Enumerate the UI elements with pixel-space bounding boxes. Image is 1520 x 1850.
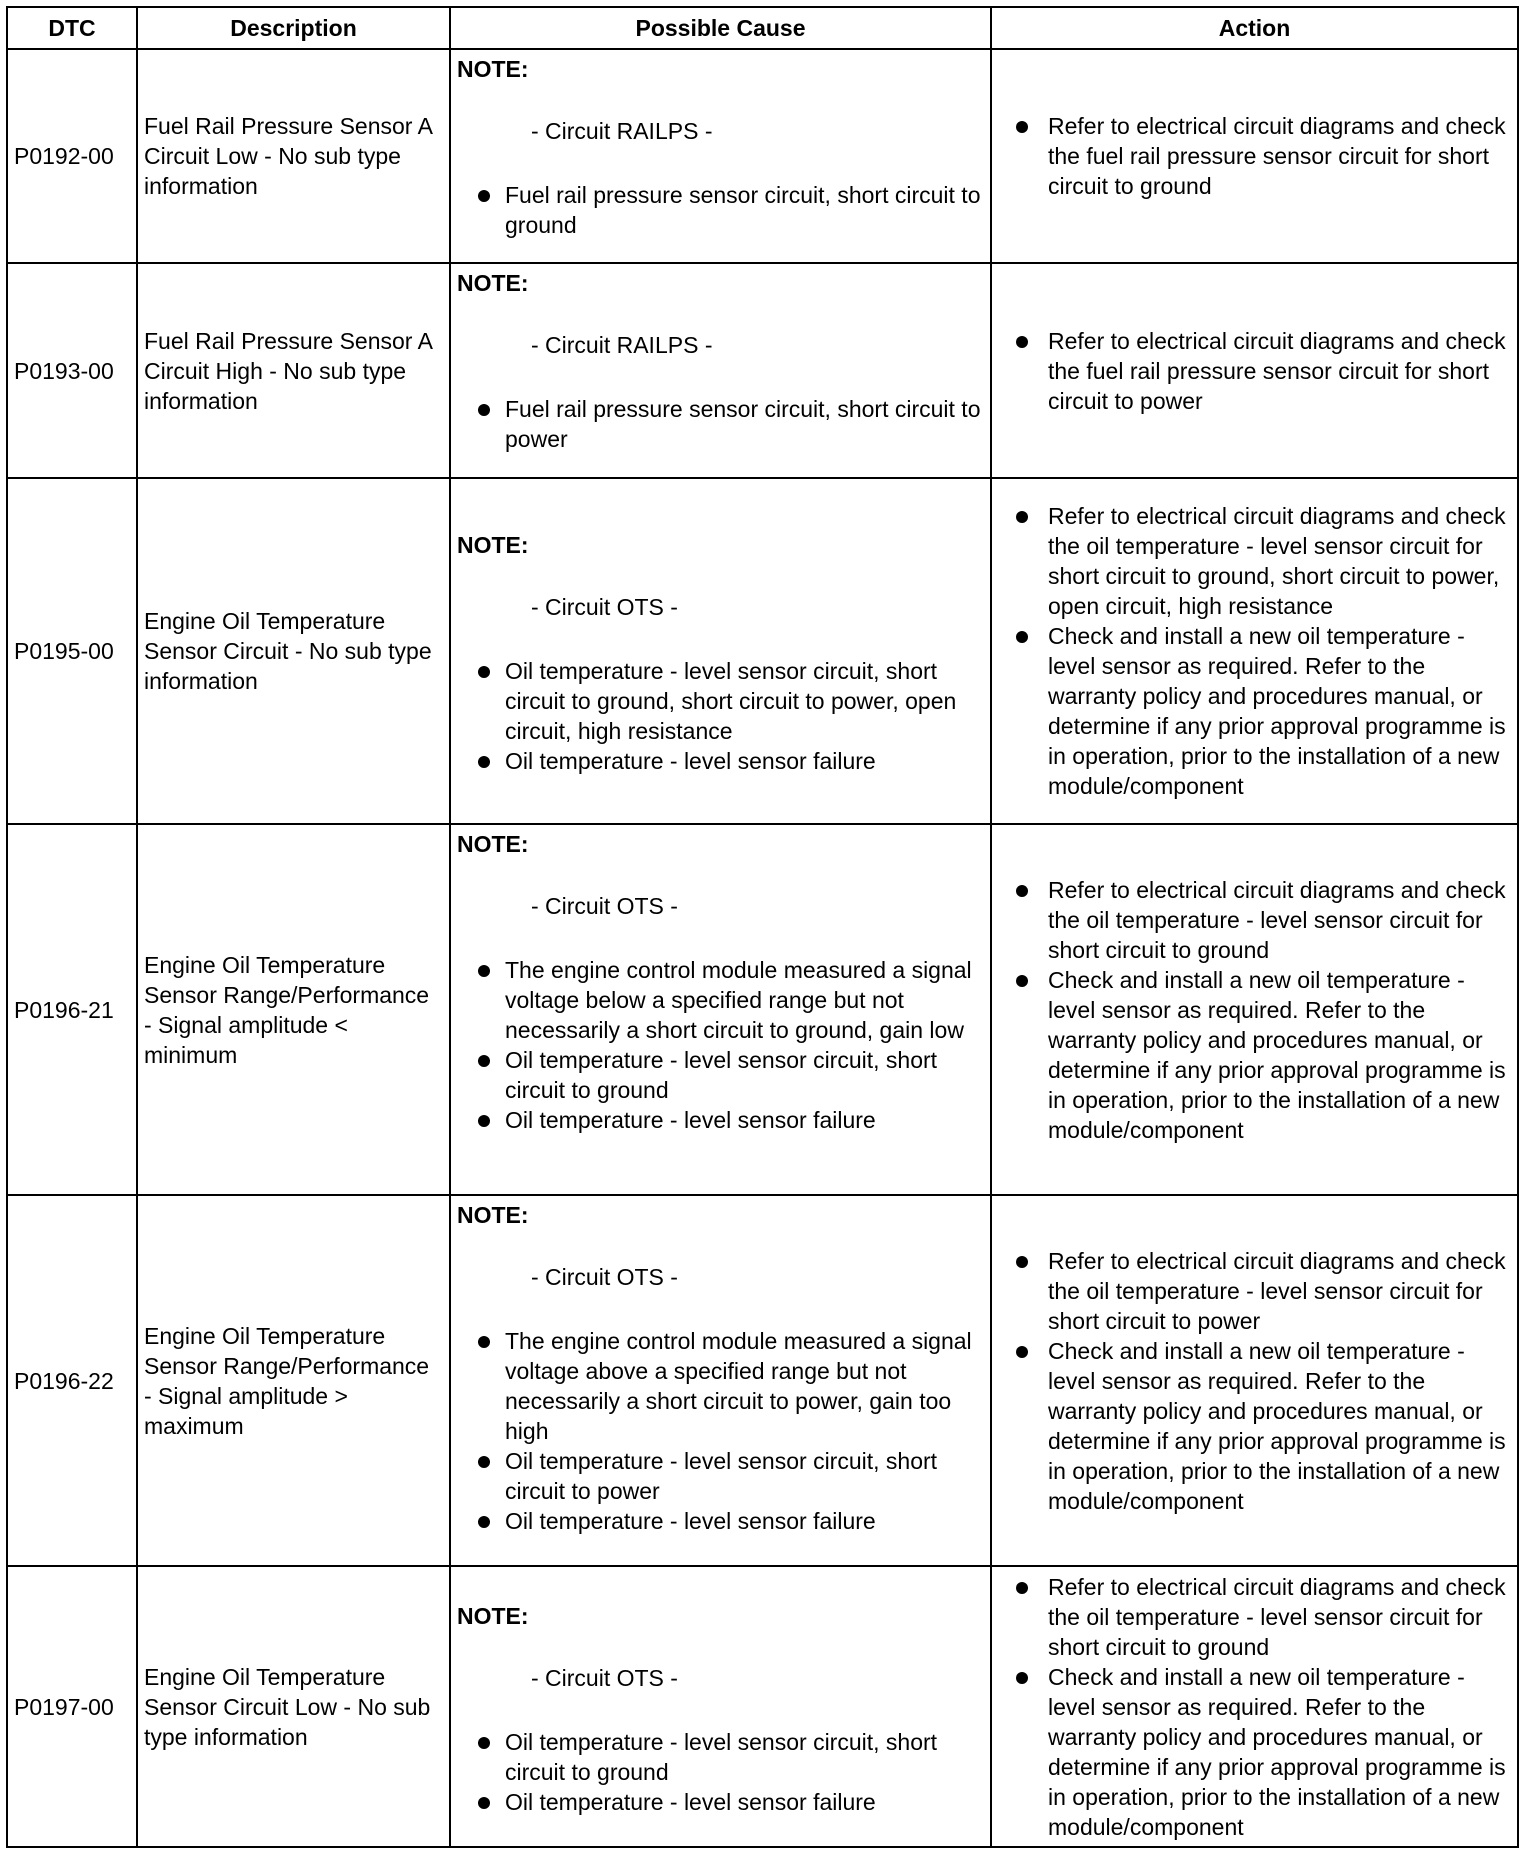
- bullet-icon: [478, 1516, 490, 1528]
- list-item: [457, 180, 982, 240]
- cause-text: Oil temperature - level sensor circuit, short circuit to power: [505, 1448, 938, 1504]
- action-list: [1012, 1246, 1509, 1516]
- circuit-label: - Circuit RAILPS -: [531, 118, 713, 144]
- action-cell: [991, 1566, 1518, 1847]
- table-row: [7, 478, 1518, 824]
- table-row: [7, 1566, 1518, 1847]
- possible-cause-cell: [450, 1566, 991, 1847]
- bullet-icon: [478, 1737, 490, 1749]
- list-item: [457, 1506, 982, 1536]
- note-label: NOTE:: [457, 1202, 529, 1228]
- list-item: [1012, 1662, 1509, 1842]
- action-text: Refer to electrical circuit diagrams and check the oil temperature - level sensor circuit for short circuit to power: [1048, 1247, 1506, 1334]
- dtc-description: Engine Oil Temperature Sensor Circuit - No sub type information: [137, 478, 450, 824]
- dtc-code: P0195-00: [7, 478, 137, 824]
- list-item: [1012, 501, 1509, 621]
- bullet-icon: [1016, 1346, 1028, 1358]
- bullet-icon: [478, 404, 490, 416]
- bullet-icon: [478, 1797, 490, 1809]
- list-item: [1012, 1246, 1509, 1336]
- dtc-table: [6, 6, 1519, 1848]
- bullet-icon: [478, 1336, 490, 1348]
- list-item: [457, 746, 982, 776]
- dtc-code: P0196-22: [7, 1195, 137, 1566]
- cause-text: The engine control module measured a signal voltage below a specified range but not necessarily a short circuit to ground, gain low: [505, 957, 972, 1043]
- cause-list: [457, 656, 982, 776]
- bullet-icon: [1016, 631, 1028, 643]
- possible-cause-cell: [450, 49, 991, 263]
- list-item: [457, 1045, 982, 1105]
- action-text: Refer to electrical circuit diagrams and check the oil temperature - level sensor circuit for short circuit to ground, short circuit to power, open circuit, high resistance: [1048, 503, 1506, 619]
- action-text: Refer to electrical circuit diagrams and check the oil temperature - level sensor circuit for short circuit to ground: [1048, 1573, 1506, 1660]
- bullet-icon: [1016, 511, 1028, 523]
- action-cell: [991, 824, 1518, 1195]
- bullet-icon: [1016, 121, 1028, 133]
- list-item: [1012, 1572, 1509, 1662]
- cause-text: Oil temperature - level sensor failure: [505, 748, 876, 774]
- header-possible-cause: Possible Cause: [450, 7, 991, 49]
- bullet-icon: [478, 666, 490, 678]
- list-item: [457, 1727, 982, 1787]
- possible-cause-cell: [450, 824, 991, 1195]
- bullet-icon: [1016, 1582, 1028, 1594]
- action-cell: [991, 478, 1518, 824]
- list-item: [1012, 965, 1509, 1145]
- table-row: [7, 263, 1518, 478]
- action-cell: [991, 1195, 1518, 1566]
- circuit-label: - Circuit OTS -: [531, 893, 678, 919]
- note-label: NOTE:: [457, 831, 529, 857]
- dtc-description: Engine Oil Temperature Sensor Range/Performance - Signal amplitude < minimum: [137, 824, 450, 1195]
- bullet-icon: [1016, 885, 1028, 897]
- bullet-icon: [478, 1055, 490, 1067]
- list-item: [1012, 1336, 1509, 1516]
- bullet-icon: [1016, 336, 1028, 348]
- cause-text: The engine control module measured a signal voltage above a specified range but not necessarily a short circuit to power, gain too high: [505, 1328, 972, 1444]
- list-item: [457, 394, 982, 454]
- dtc-code: P0192-00: [7, 49, 137, 263]
- action-text: Check and install a new oil temperature - level sensor as required. Refer to the warranty policy and procedures manual, or determine if any prior approval programme is in operation, prior to the installation of a new module/component: [1048, 1663, 1506, 1840]
- note-label: NOTE:: [457, 56, 529, 82]
- bullet-icon: [478, 756, 490, 768]
- dtc-description: Fuel Rail Pressure Sensor A Circuit High - No sub type information: [137, 263, 450, 478]
- possible-cause-cell: [450, 1195, 991, 1566]
- dtc-description: Fuel Rail Pressure Sensor A Circuit Low - No sub type information: [137, 49, 450, 263]
- action-cell: [991, 263, 1518, 478]
- circuit-label: - Circuit OTS -: [531, 594, 678, 620]
- cause-text: Oil temperature - level sensor failure: [505, 1107, 876, 1133]
- possible-cause-cell: [450, 478, 991, 824]
- header-row: [7, 7, 1518, 49]
- table-row: [7, 49, 1518, 263]
- action-list: [1012, 1572, 1509, 1842]
- bullet-icon: [478, 190, 490, 202]
- cause-text: Oil temperature - level sensor circuit, short circuit to ground, short circuit to power, open circuit, high resistance: [505, 658, 957, 744]
- action-text: Refer to electrical circuit diagrams and check the fuel rail pressure sensor circuit for short circuit to ground: [1048, 113, 1506, 199]
- list-item: [457, 1787, 982, 1817]
- dtc-code: P0193-00: [7, 263, 137, 478]
- circuit-label: - Circuit OTS -: [531, 1664, 678, 1691]
- bullet-icon: [478, 1456, 490, 1468]
- cause-list: [457, 1727, 982, 1817]
- action-text: Check and install a new oil temperature - level sensor as required. Refer to the warranty policy and procedures manual, or determine if any prior approval programme is in operation, prior to the installation of a new module/component: [1048, 1337, 1506, 1514]
- header-action: Action: [991, 7, 1518, 49]
- cause-text: Fuel rail pressure sensor circuit, short circuit to ground: [505, 182, 981, 238]
- dtc-description: Engine Oil Temperature Sensor Circuit Low - No sub type information: [137, 1566, 450, 1847]
- cause-list: [457, 955, 982, 1135]
- action-list: [1012, 111, 1509, 201]
- list-item: [457, 656, 982, 746]
- action-cell: [991, 49, 1518, 263]
- bullet-icon: [1016, 1672, 1028, 1684]
- bullet-icon: [478, 1115, 490, 1127]
- list-item: [1012, 326, 1509, 416]
- bullet-icon: [1016, 975, 1028, 987]
- list-item: [1012, 621, 1509, 801]
- table-row: [7, 824, 1518, 1195]
- cause-text: Oil temperature - level sensor failure: [505, 1508, 876, 1534]
- possible-cause-cell: [450, 263, 991, 478]
- list-item: [1012, 875, 1509, 965]
- dtc-code: P0197-00: [7, 1566, 137, 1847]
- cause-text: Oil temperature - level sensor circuit, short circuit to ground: [505, 1047, 938, 1103]
- circuit-label: - Circuit RAILPS -: [531, 332, 713, 358]
- cause-list: [457, 1326, 982, 1536]
- cause-text: Oil temperature - level sensor circuit, short circuit to ground: [505, 1728, 938, 1785]
- header-dtc: DTC: [7, 7, 137, 49]
- circuit-label: - Circuit OTS -: [531, 1264, 678, 1290]
- action-list: [1012, 875, 1509, 1145]
- list-item: [457, 955, 982, 1045]
- header-description: Description: [137, 7, 450, 49]
- action-list: [1012, 326, 1509, 416]
- action-text: Refer to electrical circuit diagrams and check the fuel rail pressure sensor circuit for short circuit to power: [1048, 327, 1506, 414]
- action-text: Refer to electrical circuit diagrams and check the oil temperature - level sensor circuit for short circuit to ground: [1048, 876, 1506, 963]
- cause-text: Oil temperature - level sensor failure: [505, 1788, 876, 1815]
- note-label: NOTE:: [457, 1602, 529, 1629]
- cause-text: Fuel rail pressure sensor circuit, short circuit to power: [505, 396, 981, 452]
- bullet-icon: [1016, 1256, 1028, 1268]
- list-item: [457, 1105, 982, 1135]
- action-list: [1012, 501, 1509, 801]
- action-text: Check and install a new oil temperature - level sensor as required. Refer to the warranty policy and procedures manual, or determine if any prior approval programme is in operation, prior to the installation of a new module/component: [1048, 966, 1506, 1143]
- table-row: [7, 1195, 1518, 1566]
- note-label: NOTE:: [457, 270, 529, 296]
- list-item: [457, 1326, 982, 1446]
- action-text: Check and install a new oil temperature - level sensor as required. Refer to the warranty policy and procedures manual, or determine if any prior approval programme is in operation, prior to the installation of a new module/component: [1048, 623, 1506, 799]
- note-label: NOTE:: [457, 532, 529, 558]
- dtc-code: P0196-21: [7, 824, 137, 1195]
- list-item: [457, 1446, 982, 1506]
- cause-list: [457, 180, 982, 240]
- cause-list: [457, 394, 982, 454]
- list-item: [1012, 111, 1509, 201]
- dtc-description: Engine Oil Temperature Sensor Range/Performance - Signal amplitude > maximum: [137, 1195, 450, 1566]
- bullet-icon: [478, 965, 490, 977]
